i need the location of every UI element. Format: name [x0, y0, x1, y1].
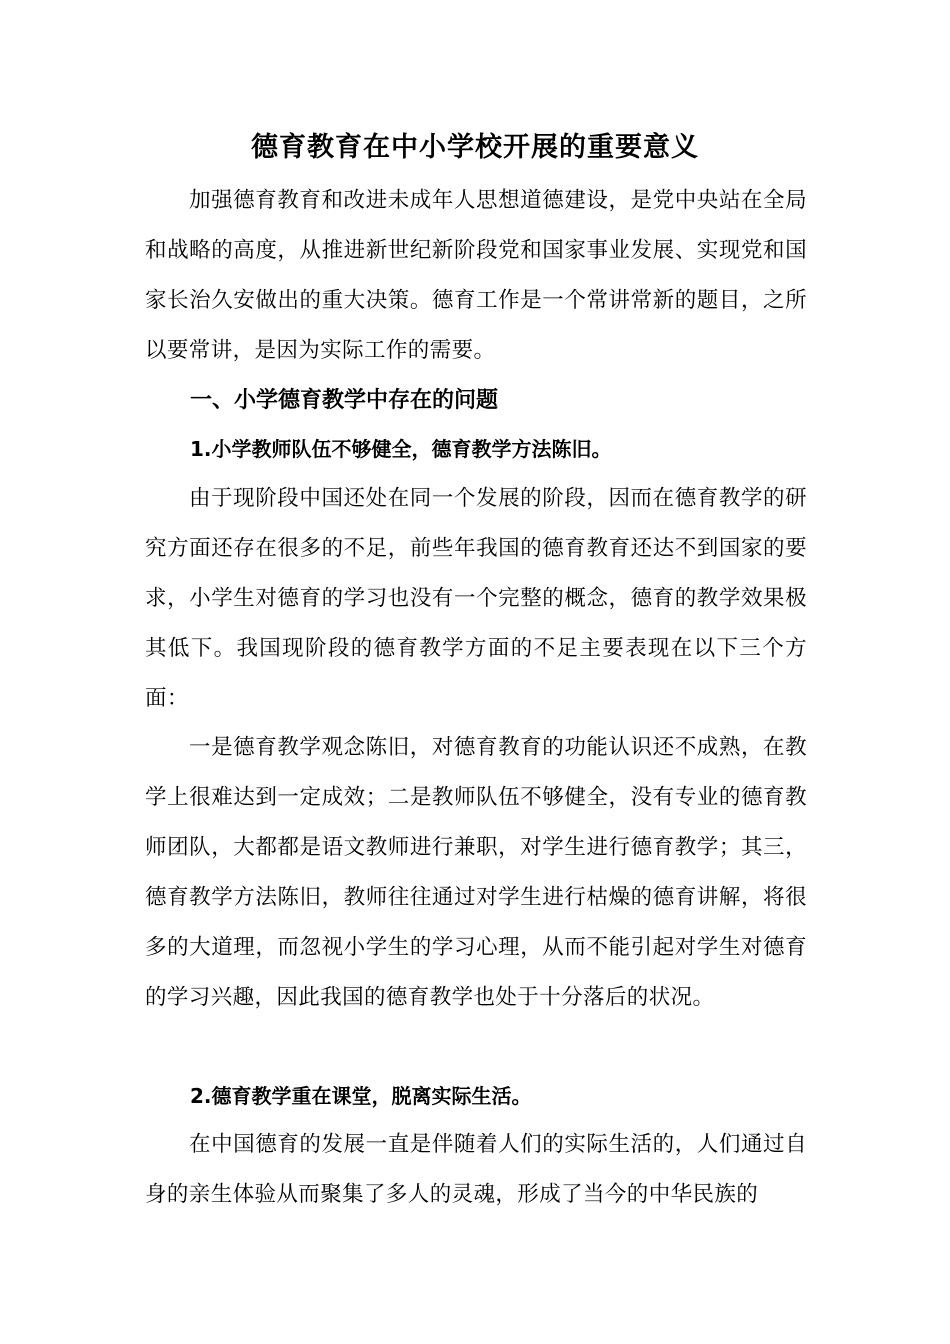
subsection-2-paragraph-1: 在中国德育的发展一直是伴随着人们的实际生活的，人们通过自身的亲生体验从而聚集了多人的灵魂，形成了当今的中华民族的 [145, 1132, 807, 1207]
section-heading-problems: 一、小学德育教学中存在的问题 [190, 388, 499, 413]
subsection-1-paragraph-2: 一是德育教学观念陈旧，对德育教育的功能认识还不成熟，在教学上很难达到一定成效；二是教师队伍不够健全，没有专业的德育教师团队，大都都是语文教师进行兼职，对学生进行德育教学；其三，德育教学方法陈旧，教师往往通过对学生进行枯燥的德育讲解，将很多的大道理，而忽视小学生的学习心理，从而不能引起对学生对德育的学习兴趣，因此我国的德育教学也处于十分落后的状况。 [145, 735, 807, 1010]
document-title: 德育教育在中小学校开展的重要意义 [251, 132, 699, 163]
subsection-1-paragraph-1: 由于现阶段中国还处在同一个发展的阶段，因而在德育教学的研究方面还存在很多的不足，前些年我国的德育教育还达不到国家的要求，小学生对德育的学习也没有一个完整的概念，德育的教学效果极其低下。我国现阶段的德育教学方面的不足主要表现在以下三个方面： [145, 486, 807, 711]
subsection-heading-2: 2.德育教学重在课堂，脱离实际生活。 [190, 1084, 532, 1108]
intro-paragraph: 加强德育教育和改进未成年人思想道德建设，是党中央站在全局和战略的高度，从推进新世纪新阶段党和国家事业发展、实现党和国家长治久安做出的重大决策。德育工作是一个常讲常新的题目，之所以要常讲，是因为实际工作的需要。 [145, 188, 807, 363]
subsection-heading-1: 1.小学教师队伍不够健全，德育教学方法陈旧。 [190, 437, 612, 461]
